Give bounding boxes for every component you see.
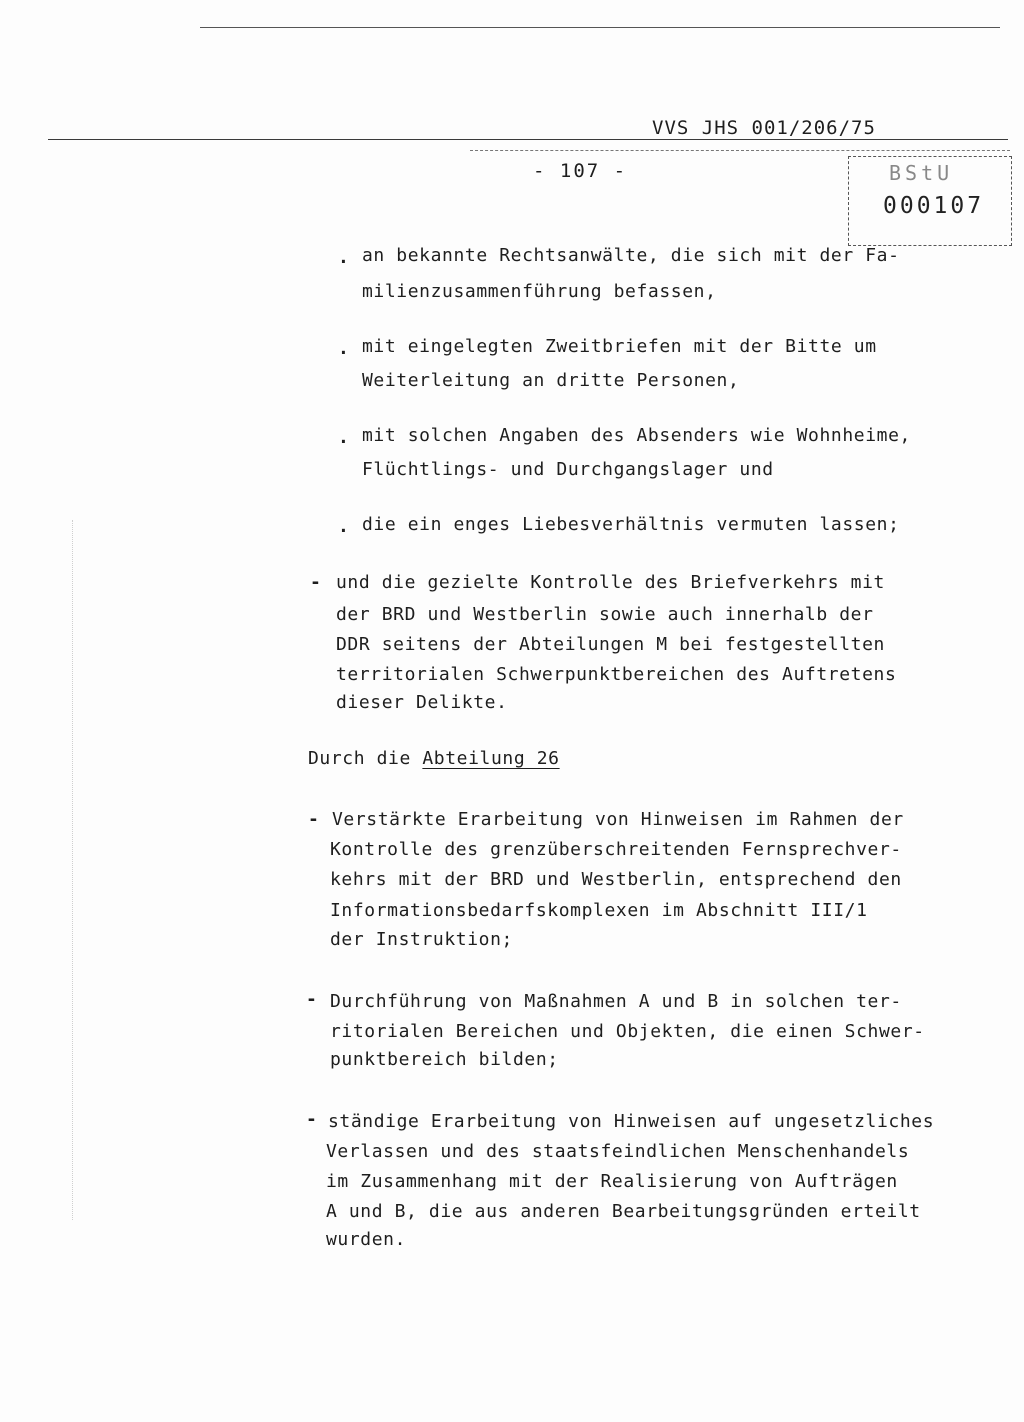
text-line: ritorialen Bereichen und Objekten, die einen Schwer-	[330, 1021, 925, 1042]
text-line: punktbereich bilden;	[330, 1049, 559, 1070]
text-line: milienzusammenführung befassen,	[362, 281, 717, 302]
header-dashed-rule	[470, 150, 1010, 151]
text-line: wurden.	[326, 1229, 407, 1250]
margin-scan-artifact	[72, 520, 75, 1220]
section-heading-department: Abteilung 26	[422, 748, 560, 769]
bullet-marker: .	[338, 516, 349, 537]
section-heading-prefix: Durch die	[308, 748, 423, 769]
dash-marker: -	[306, 989, 317, 1010]
text-line: an bekannte Rechtsanwälte, die sich mit der Fa-	[362, 245, 900, 266]
text-line: der Instruktion;	[330, 929, 513, 950]
stamp-label: BStU	[889, 161, 954, 185]
bullet-marker: .	[338, 247, 349, 268]
text-line: und die gezielte Kontrolle des Briefverkehrs mit	[336, 572, 885, 593]
text-line: Kontrolle des grenzüberschreitenden Fernsprechver-	[330, 839, 902, 860]
dash-marker: -	[310, 572, 321, 593]
document-reference: VVS JHS 001/206/75	[652, 117, 876, 139]
text-line: DDR seitens der Abteilungen M bei festgestellten	[336, 634, 885, 655]
text-line: dieser Delikte.	[336, 692, 508, 713]
page-number: - 107 -	[533, 160, 628, 182]
text-line: Weiterleitung an dritte Personen,	[362, 370, 740, 391]
text-line: ständige Erarbeitung von Hinweisen auf ungesetzliches	[328, 1111, 935, 1132]
text-line: der BRD und Westberlin sowie auch innerhalb der	[336, 604, 874, 625]
bullet-marker: .	[338, 427, 349, 448]
text-line: die ein enges Liebesverhältnis vermuten lassen;	[362, 514, 900, 535]
text-line: Verlassen und des staatsfeindlichen Menschenhandels	[326, 1141, 910, 1162]
dash-marker: -	[306, 1109, 317, 1130]
top-scan-line	[200, 27, 1000, 28]
archive-stamp	[848, 156, 1012, 246]
text-line: Flüchtlings- und Durchgangslager und	[362, 459, 774, 480]
bullet-marker: .	[338, 338, 349, 359]
text-line: territorialen Schwerpunktbereichen des Auftretens	[336, 664, 897, 685]
stamp-number: 000107	[883, 193, 985, 219]
text-line: im Zusammenhang mit der Realisierung von Aufträgen	[326, 1171, 898, 1192]
text-line: kehrs mit der BRD und Westberlin, entsprechend den	[330, 869, 902, 890]
header-rule	[48, 139, 1008, 140]
text-line: A und B, die aus anderen Bearbeitungsgründen erteilt	[326, 1201, 921, 1222]
text-line: mit eingelegten Zweitbriefen mit der Bitte um	[362, 336, 877, 357]
section-heading	[308, 748, 560, 770]
dash-marker: -	[308, 809, 319, 830]
text-line: Verstärkte Erarbeitung von Hinweisen im Rahmen der	[332, 809, 904, 830]
text-line: Informationsbedarfskomplexen im Abschnitt III/1	[330, 900, 868, 921]
text-line: mit solchen Angaben des Absenders wie Wohnheime,	[362, 425, 911, 446]
text-line: Durchführung von Maßnahmen A und B in solchen ter-	[330, 991, 902, 1012]
